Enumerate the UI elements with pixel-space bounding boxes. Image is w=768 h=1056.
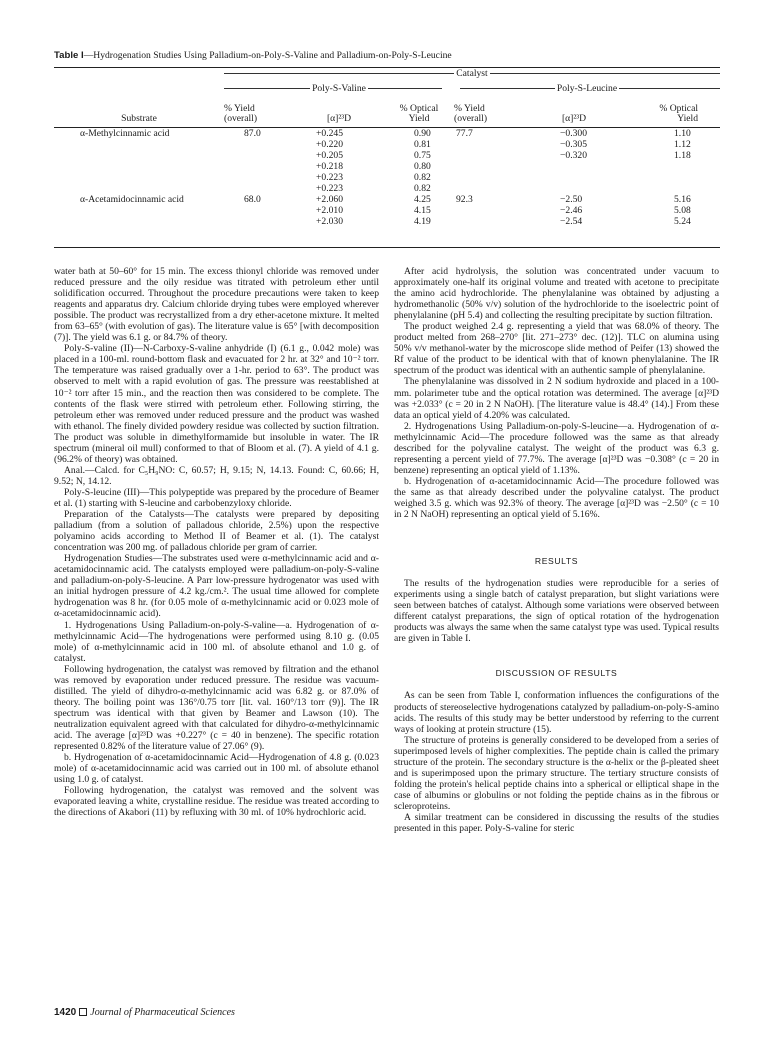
table-row bbox=[54, 194, 720, 227]
right-column bbox=[394, 266, 719, 834]
cell-yield: 87.0 bbox=[244, 128, 261, 139]
cell-optical: 0.90 0.81 0.75 0.80 0.82 0.82 bbox=[414, 128, 431, 194]
cell-rotation: +0.245 +0.220 +0.205 +0.218 +0.223 +0.223 bbox=[316, 128, 343, 194]
col-optical-leucine: % Optical Yield bbox=[659, 103, 698, 124]
results-heading: RESULTS bbox=[534, 556, 579, 567]
paragraph: 2. Hydrogenations Using Palladium-on-poly-S-leucine—a. Hydrogenation of α-methylcinnamic Acid—The procedure followed was the same as that already described for the polyvaline catalyst. The weight of the product was 6.3 g. representing a percent yield of 77.7%. The average [α]²³D was −0.308° (c = 20 in benzene) representing an optical yield of 1.13%. bbox=[394, 420, 719, 476]
group-leucine: Poly-S-Leucine bbox=[454, 83, 720, 98]
col-substrate: Substrate bbox=[121, 113, 157, 124]
cell-optical: 4.25 4.15 4.19 bbox=[414, 194, 431, 227]
group-valine: Poly-S-Valine bbox=[224, 83, 454, 98]
paragraph: A similar treatment can be considered in discussing the results of the studies presented in this paper. Poly-S-valine for steric bbox=[394, 811, 719, 835]
paragraph: The phenylalanine was dissolved in 2 N sodium hydroxide and placed in a 100-mm. polarimeter tube and the optical rotation was determined. The average [α]²³D was +2.033° (c = 20 in 2 N NaOH). [The literature value is 48.4° (14).] From these data an optical yield of 4.20% was calculated. bbox=[394, 376, 719, 421]
table-caption bbox=[54, 50, 720, 61]
cell-optical: 5.16 5.08 5.24 bbox=[674, 194, 691, 227]
cell-yield: 68.0 bbox=[244, 194, 261, 205]
hydrogenation-table bbox=[54, 68, 720, 227]
paragraph: After acid hydrolysis, the solution was concentrated under vacuum to approximately one-half its original volume and treated with acetone to precipitate the amino acid hydrochloride. The phenylalanine was obtained by adjusting a hydromethanolic (50% v/v) solution of the hydrochloride to the isoelectric point of phenylalanine (pH 5.4) and collecting the resulting precipitate by suction filtration. bbox=[394, 266, 719, 322]
col-optical-valine: % Optical Yield bbox=[399, 103, 439, 124]
table-row bbox=[54, 128, 720, 194]
paragraph: Following hydrogenation, the catalyst was removed by filtration and the ethanol was removed by evaporation under reduced pressure. The residue was vacuum-distilled. The yield of dihydro-α-methylcinnamic acid was 6.82 g. or 87.0% of theory. The boiling point was 136°/0.75 torr [lit. val. 160°/13 torr (9)]. The IR spectrum was identical with that given by Beamer and Lawson (10). The neutralization equivalent agreed with that calculated for dihydro-α-methylcinnamic acid. The average [α]²³D was +0.227° (c = 40 in benzene). The specific rotation represented 0.82% of the literature value of 27.06° (9). bbox=[54, 663, 379, 753]
table-caption-text: —Hydrogenation Studies Using Palladium-on-Poly-S-Valine and Palladium-on-Poly-S-Leucine bbox=[83, 50, 452, 61]
left-column bbox=[54, 266, 379, 818]
paragraph: water bath at 50–60° for 15 min. The excess thionyl chloride was removed under reduced pressure and the oily residue was titrated with petroleum ether until solidification occurred. Throughout the procedure precautions were taken to keep reagents and apparatus dry. Calcium chloride drying tubes were employed wherever possible. The product was recrystallized from a dry ether-acetone mixture. It melted from 63–65° (with evolution of gas). The literature value is 65° [with decomposition (7)]. The yield was 6.1 g. or 84.7% of theory. bbox=[54, 266, 379, 344]
page-footer bbox=[54, 1007, 235, 1018]
paragraph: The results of the hydrogenation studies were reproducible for a series of experiments using a single batch of catalyst preparation, but slight variations were seen between batches of catalyst. Although some variations were observed between different catalyst preparations, the sign of optical rotation of the hydrogenation products was always the same when the same catalyst type was used. Typical results are given in Table I. bbox=[394, 578, 719, 645]
square-icon bbox=[79, 1008, 87, 1016]
table-bottom-rule bbox=[54, 247, 720, 248]
cell-yield: 77.7 bbox=[456, 128, 473, 139]
catalyst-header: Catalyst bbox=[224, 68, 720, 83]
cell-rotation: −0.300 −0.305 −0.320 bbox=[560, 128, 587, 161]
paragraph: Poly-S-leucine (III)—This polypeptide was prepared by the procedure of Beamer et al. (1) starting with S-leucine and carbobenzyloxy chloride. bbox=[54, 486, 379, 509]
paragraph: b. Hydrogenation of α-acetamidocinnamic Acid—Hydrogenation of 4.8 g. (0.023 mole) of α-acetamidocinnamic acid was carried out in 100 ml. of absolute ethanol using 1.0 g. of catalyst. bbox=[54, 752, 379, 786]
col-yield-valine: % Yield (overall) bbox=[224, 103, 258, 124]
journal-name: Journal of Pharmaceutical Sciences bbox=[90, 1007, 235, 1018]
col-rotation-leucine: [α]²³D bbox=[561, 113, 587, 124]
col-yield-leucine: % Yield (overall) bbox=[454, 103, 488, 124]
paragraph: 1. Hydrogenations Using Palladium-on-poly-S-valine—a. Hydrogenation of α-methylcinnamic Acid—The hydrogenations were performed using 8.10 g. (0.05 mole) of α-methylcinnamic acid in 100 ml. of absolute ethanol and 1.0 g. of catalyst. bbox=[54, 619, 379, 664]
cell-substrate: α-Methylcinnamic acid bbox=[80, 128, 170, 139]
paragraph: Following hydrogenation, the catalyst was removed and the solvent was evaporated leaving a white, crystalline residue. The residue was treated according to the directions of Akabori (11) by refluxing with 30 ml. of 10% hydrochloric acid. bbox=[54, 785, 379, 819]
paragraph: Anal.—Calcd. for C₅H₉NO: C, 60.57; H, 9.15; N, 14.13. Found: C, 60.66; H, 9.52; N, 14.12. bbox=[54, 464, 379, 487]
cell-optical: 1.10 1.12 1.18 bbox=[674, 128, 691, 161]
paragraph: b. Hydrogenation of α-acetamidocinnamic Acid—The procedure followed was the same as that already described under the polyvaline catalyst. The product weighed 3.5 g. which was 92.3% of theory. The average [α]²³D was −2.50° (c = 10 in 2 N NaOH) representing an optical yield of 5.16%. bbox=[394, 475, 719, 521]
paragraph: The product weighed 2.4 g. representing a yield that was 68.0% of theory. The product melted from 268–270° [lit. 271–273° dec. (12)]. TLC on alumina using 50% v/v methanol-water by the microscope slide method of Peifer (13) showed the Rf value of the product to be identical with that of known phenylalanine. The IR spectrum of the product was identical with an authentic sample of phenylalanine. bbox=[394, 321, 719, 377]
col-rotation-valine: [α]²³D bbox=[326, 113, 352, 124]
cell-substrate: α-Acetamidocinnamic acid bbox=[80, 194, 184, 205]
paragraph: The structure of proteins is generally considered to be developed from a series of superimposed levels of higher complexities. The peptide chain is called the primary structure of the protein. The secondary structure is the α-helix or the β-pleated sheet and is superimposed upon the primary structure. The tertiary structure consists of folding the protein's helical peptide chains into a spherical or elliptical shape in the case of albumins or globulins or not folding the peptide chains as in the fibrous or scleroproteins. bbox=[394, 734, 719, 812]
cell-rotation: +2.060 +2.010 +2.030 bbox=[316, 194, 343, 227]
paragraph: As can be seen from Table I, conformation influences the configurations of the products of stereoselective hydrogenations catalyzed by palladium-on-poly-S-amino acids. The results of this study may be better understood by referring to the current ways of looking at protein structure (15). bbox=[394, 690, 719, 735]
table-label: Table I bbox=[54, 50, 84, 61]
paragraph: Poly-S-valine (II)—N-Carboxy-S-valine anhydride (I) (6.1 g., 0.042 mole) was placed in a 100-ml. round-bottom flask and evacuated for 2 hr. at 32° and 10⁻² torr. The temperature was raised gradually over a 1-hr. period to 63°. The product was observed to melt with a rapid evolution of gas. The pressure was reestablished at 10⁻² torr after 15 min., and the reaction then was considered to be complete. The contents of the flask were stirred with petroleum ether. Following stirring, the petroleum ether was removed under reduced pressure and the product was washed with ethanol. The finely divided powdery residue was collected by suction filtration. The product was soluble in dimethylformamide but insoluble in water. The IR spectrum (mineral oil mull) conformed to that of Bloom et al. (7). A yield of 4.1 g. (96.2% of theory) was obtained. bbox=[54, 343, 379, 465]
page-number: 1420 bbox=[54, 1007, 77, 1018]
paragraph: Preparation of the Catalysts—The catalysts were prepared by depositing palladium (from a solution of palladous chloride, 2.5%) upon the respective polyamino acids according to Method II of Beamer et al. (1). The catalyst concentration was 200 mg. of palladous chloride per gram of carrier. bbox=[54, 509, 379, 554]
paragraph: Hydrogenation Studies—The substrates used were α-methylcinnamic acid and α-acetamidocinnamic acid. The catalysts employed were palladium-on-poly-S-valine and palladium-on-poly-S-leucine. A Parr low-pressure hydrogenator was used with an initial hydrogen pressure of 4.2 kg./cm.². The usual time allowed for complete hydrogenation was 8 hr. (for 0.05 mole of α-methylcinnamic acid or 0.023 mole of α-acetamidocinnamic acid). bbox=[54, 553, 379, 620]
discussion-heading: DISCUSSION OF RESULTS bbox=[495, 668, 618, 679]
cell-yield: 92.3 bbox=[456, 194, 473, 205]
cell-rotation: −2.50 −2.46 −2.54 bbox=[560, 194, 583, 227]
